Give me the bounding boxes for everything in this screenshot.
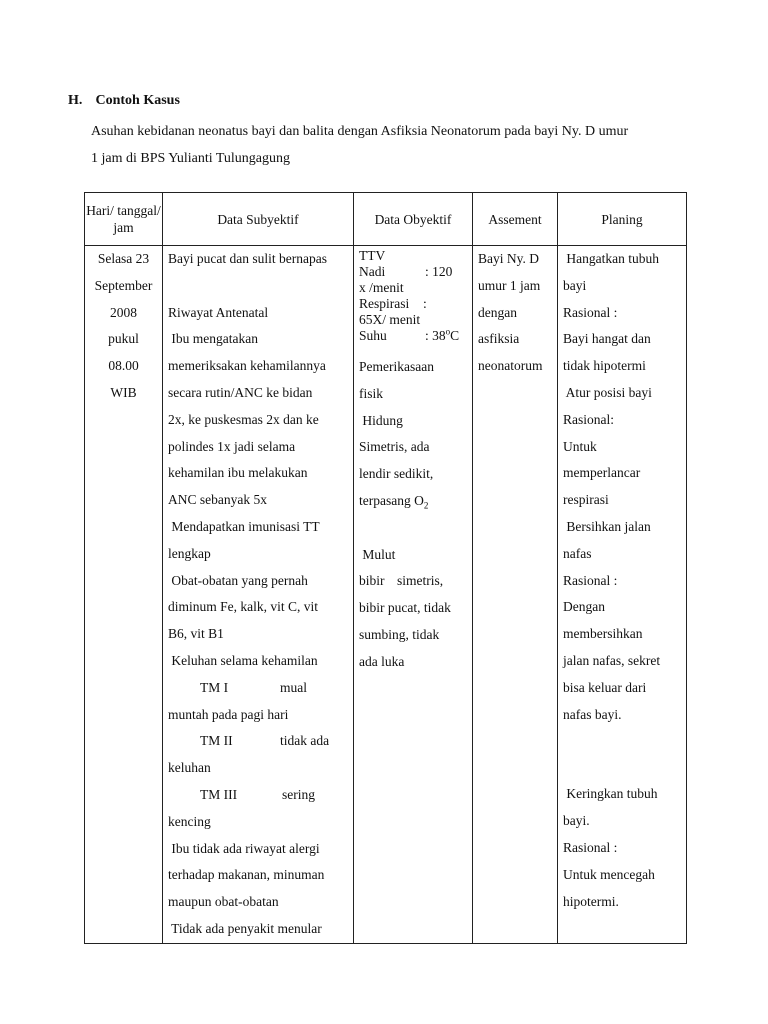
table-row xyxy=(85,246,687,944)
planning-line: Hangatkan tubuh xyxy=(563,251,659,266)
subjective-line: terhadap makanan, minuman xyxy=(168,867,325,883)
trimester-line xyxy=(168,728,348,755)
planning-line: memperlancar xyxy=(563,465,641,481)
planning-line: Atur posisi bayi xyxy=(563,384,652,400)
date-line: pukul xyxy=(108,331,139,347)
vital-unit: 65X/ menit xyxy=(359,312,421,327)
blank-line xyxy=(168,273,348,300)
blank-line xyxy=(359,515,467,542)
vital-value: : 120 xyxy=(425,264,453,279)
subjective-line: kencing xyxy=(168,813,211,829)
objective-line: lendir sedikit, xyxy=(359,466,434,482)
assessment-line: umur 1 jam xyxy=(478,277,541,293)
intro-paragraph xyxy=(91,118,691,172)
header-assessment: Assement xyxy=(473,193,558,246)
vital-suhu xyxy=(359,328,467,344)
assessment-line: dengan xyxy=(478,304,517,320)
subjective-line: kehamilan ibu melakukan xyxy=(168,465,308,481)
subjective-line: B6, vit B1 xyxy=(168,626,224,642)
objective-line xyxy=(359,488,467,515)
date-line: September xyxy=(94,277,153,293)
subjective-line: Riwayat Antenatal xyxy=(168,304,269,320)
assessment-line: neonatorum xyxy=(478,358,543,374)
planning-line: hipotermi. xyxy=(563,893,619,909)
subjective-line: ANC sebanyak 5x xyxy=(168,492,267,508)
vital-label: Suhu xyxy=(359,328,387,343)
planning-line: Dengan xyxy=(563,599,605,615)
planning-line: Rasional : xyxy=(563,839,618,855)
intro-line: Asuhan kebidanan neonatus bayi dan balita dengan Asfiksia Neonatorum pada bayi Ny. D umur xyxy=(91,124,629,139)
oxygen-sub: 2 xyxy=(423,500,429,511)
planning-line: Bayi hangat dan xyxy=(563,331,651,347)
vital-label: Respirasi xyxy=(359,296,410,311)
table-header-row xyxy=(85,193,687,246)
subjective-line: keluhan xyxy=(168,760,211,776)
trimester-value: mual xyxy=(280,679,307,695)
cell-planning xyxy=(558,246,687,944)
planning-line: bayi xyxy=(563,277,587,293)
subjective-line: memeriksakan kehamilannya xyxy=(168,358,326,374)
objective-line: ada luka xyxy=(359,653,405,669)
header-objective: Data Obyektif xyxy=(354,193,473,246)
ttv-label: TTV xyxy=(359,248,386,263)
vital-label: Nadi xyxy=(359,264,386,279)
planning-line: respirasi xyxy=(563,492,609,508)
subjective-line: Keluhan selama kehamilan xyxy=(168,652,318,668)
planning-line: Rasional : xyxy=(563,304,618,320)
objective-line: sumbing, tidak xyxy=(359,626,440,642)
intro-line: 1 jam di BPS Yulianti Tulungagung xyxy=(91,151,291,166)
planning-line: jalan nafas, sekret xyxy=(563,652,661,668)
subjective-line: Obat-obatan yang pernah xyxy=(168,572,308,588)
header-subjective: Data Subyektif xyxy=(163,193,354,246)
planning-line: Bersihkan jalan xyxy=(563,518,651,534)
subjective-line: muntah pada pagi hari xyxy=(168,706,289,722)
vital-value: : 38 xyxy=(425,328,446,343)
trimester-label: TM I xyxy=(200,679,229,695)
trimester-line xyxy=(168,782,348,809)
subjective-line: maupun obat-obatan xyxy=(168,894,279,910)
date-line: 08.00 xyxy=(108,358,139,374)
trimester-line xyxy=(168,675,348,702)
objective-line: Hidung xyxy=(359,412,403,428)
oxygen-text: terpasang O xyxy=(359,492,424,508)
assessment-line: Bayi Ny. D xyxy=(478,251,539,266)
assessment-line: asfiksia xyxy=(478,331,520,347)
objective-line: Simetris, ada xyxy=(359,439,430,455)
vital-respirasi xyxy=(359,296,467,312)
degree-sup: o xyxy=(445,326,451,337)
subjective-line: polindes 1x jadi selama xyxy=(168,438,296,454)
planning-line: Untuk mencegah xyxy=(563,866,655,882)
planning-line: Keringkan tubuh xyxy=(563,786,658,802)
vital-value: : xyxy=(423,296,427,311)
objective-line: Pemerikasaan xyxy=(359,359,434,374)
planning-line: nafas bayi. xyxy=(563,706,622,722)
trimester-label: TM III xyxy=(200,786,238,802)
section-heading xyxy=(68,93,180,109)
subjective-line: Tidak ada penyakit menular xyxy=(168,920,322,936)
case-table xyxy=(84,192,687,944)
vital-unit: x /menit xyxy=(359,280,404,295)
subjective-line: diminum Fe, kalk, vit C, vit xyxy=(168,599,319,615)
section-title: Contoh Kasus xyxy=(95,93,180,108)
subjective-line: Bayi pucat dan sulit bernapas xyxy=(168,251,327,266)
mulut-word: bibir xyxy=(359,573,385,589)
objective-line xyxy=(359,568,467,595)
planning-line: bisa keluar dari xyxy=(563,679,647,695)
objective-line: Mulut xyxy=(359,546,396,562)
objective-line: fisik xyxy=(359,385,384,401)
subjective-line: Ibu mengatakan xyxy=(168,331,258,347)
mulut-word: simetris, xyxy=(397,573,444,589)
vital-nadi xyxy=(359,264,467,280)
planning-line: membersihkan xyxy=(563,626,643,642)
subjective-line: lengkap xyxy=(168,545,211,561)
planning-line: Untuk xyxy=(563,438,597,454)
subjective-line: 2x, ke puskesmas 2x dan ke xyxy=(168,411,319,427)
cell-date-time xyxy=(85,246,163,944)
trimester-label: TM II xyxy=(200,733,233,749)
header-date-time: Hari/ tanggal/ jam xyxy=(85,193,163,246)
trimester-value: sering xyxy=(282,786,315,802)
header-planning: Planing xyxy=(558,193,687,246)
planning-line: bayi. xyxy=(563,813,590,829)
planning-line: nafas xyxy=(563,545,592,561)
section-number: H. xyxy=(68,93,83,108)
subjective-line: Ibu tidak ada riwayat alergi xyxy=(168,840,320,856)
cell-assessment xyxy=(473,246,558,944)
vital-unit: C xyxy=(450,328,460,343)
cell-subjective xyxy=(163,246,354,944)
date-line: Selasa 23 xyxy=(97,251,150,266)
objective-line: bibir pucat, tidak xyxy=(359,600,451,616)
date-line: WIB xyxy=(110,384,137,400)
cell-objective xyxy=(354,246,473,944)
planning-line: Rasional: xyxy=(563,411,614,427)
subjective-line: Mendapatkan imunisasi TT xyxy=(168,518,320,534)
planning-line: tidak hipotermi xyxy=(563,358,646,374)
subjective-line: secara rutin/ANC ke bidan xyxy=(168,384,313,400)
date-line: 2008 xyxy=(110,304,137,320)
planning-line: Rasional : xyxy=(563,572,618,588)
trimester-value: tidak ada xyxy=(280,733,330,749)
